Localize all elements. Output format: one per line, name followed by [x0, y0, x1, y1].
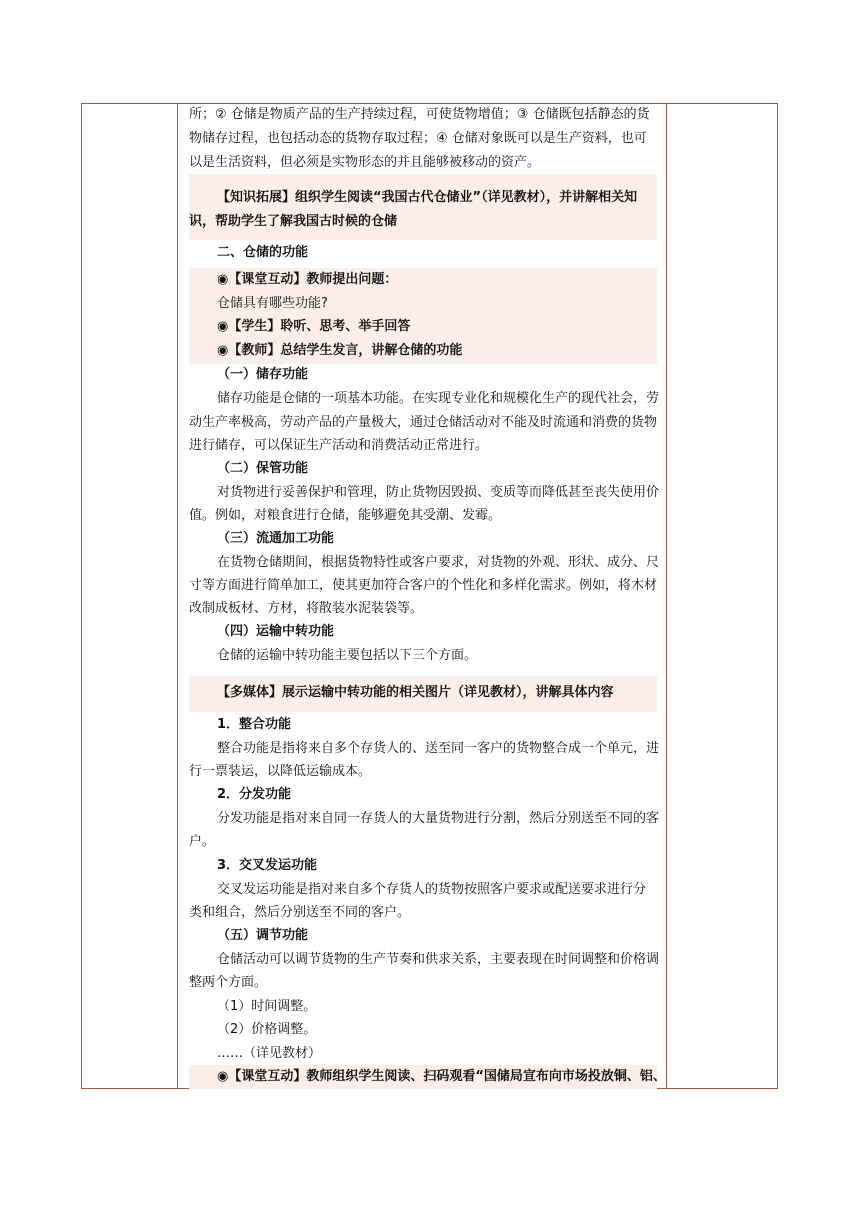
item-heading: 3．交叉发运功能	[217, 858, 318, 873]
text-line: 以是生活资料，但必须是实物形态的并且能够被移动的资产。	[189, 155, 541, 170]
subsection-heading: （四）运输中转功能	[217, 624, 335, 639]
subsection-heading: （一）储存功能	[217, 367, 309, 382]
interaction-text: ◉【课堂互动】教师提出问题：	[217, 272, 398, 287]
text-line: 物储存过程，也包括动态的货物存取过程；④ 仓储对象既可以是生产资料，也可	[189, 131, 647, 146]
list-item: （2）价格调整。	[217, 1022, 317, 1037]
text-line: 整两个方面。	[189, 975, 268, 990]
column-divider-right	[666, 104, 667, 1088]
list-item: （1）时间调整。	[217, 999, 317, 1014]
question-text: 仓储具有哪些功能?	[217, 296, 328, 311]
text-line: 值。例如，对粮食进行仓储，能够避免其受潮、发霉。	[189, 508, 502, 523]
text-line: 对货物进行妥善保护和管理，防止货物因毁损、变质等而降低甚至丧失使用价	[217, 485, 660, 500]
text-line: 改制成板材、方材，将散装水泥装袋等。	[189, 601, 424, 616]
interaction-text: ◉【课堂互动】教师组织学生阅读、扫码观看“国储局宣布向市场投放铜、铝、	[217, 1069, 666, 1084]
text-line: 类和组合，然后分别送至不同的客户。	[189, 905, 411, 920]
text-line: 所；② 仓储是物质产品的生产持续过程，可使货物增值；③ 仓储既包括静态的货	[189, 107, 650, 122]
section-heading: 二、仓储的功能	[217, 245, 309, 260]
text-line: 仓储的运输中转功能主要包括以下三个方面。	[217, 648, 478, 663]
item-heading: 1．整合功能	[217, 717, 292, 732]
text-line: 仓储活动可以调节货物的生产节奏和供求关系，主要表现在时间调整和价格调	[217, 952, 660, 967]
text-line: 进行储存，可以保证生产活动和消费活动正常进行。	[189, 438, 489, 453]
subsection-heading: （五）调节功能	[217, 928, 309, 943]
text-line: 分发功能是指对来自同一存货人的大量货物进行分割，然后分别送至不同的客	[217, 811, 660, 826]
subsection-heading: （三）流通加工功能	[217, 531, 335, 546]
text-line: 户。	[189, 834, 216, 849]
text-line: 在货物仓储期间，根据货物特性或客户要求，对货物的外观、形状、成分、尺	[217, 555, 660, 570]
text-line: 动生产率极高，劳动产品的产量极大，通过仓储活动对不能及时流通和消费的货物	[189, 415, 658, 430]
student-text: ◉【学生】聆听、思考、举手回答	[217, 319, 411, 334]
text-line: 交叉发运功能是指对来自多个存货人的货物按照客户要求或配送要求进行分	[217, 882, 647, 897]
multimedia-text: 【多媒体】展示运输中转功能的相关图片（详见教材），讲解具体内容	[217, 685, 614, 700]
text-line: 寸等方面进行简单加工，使其更加符合客户的个性化和多样化需求。例如，将木材	[189, 578, 658, 593]
column-divider-left	[177, 104, 178, 1088]
item-heading: 2．分发功能	[217, 787, 292, 802]
see-textbook-note: ……（详见教材）	[217, 1046, 322, 1061]
text-line: 行一票装运，以降低运输成本。	[189, 764, 372, 779]
text-line: 储存功能是仓储的一项基本功能。在实现专业化和规模化生产的现代社会，劳	[217, 391, 660, 406]
teacher-text: ◉【教师】总结学生发言，讲解仓储的功能	[217, 343, 463, 358]
subsection-heading: （二）保管功能	[217, 461, 309, 476]
knowledge-extension-text: 识，帮助学生了解我国古时候的仓储	[189, 214, 398, 229]
knowledge-extension-text: 【知识拓展】组织学生阅读“我国古代仓储业”（详见教材），并讲解相关知	[217, 190, 638, 205]
text-line: 整合功能是指将来自多个存货人的、送至同一客户的货物整合成一个单元，进	[217, 741, 660, 756]
